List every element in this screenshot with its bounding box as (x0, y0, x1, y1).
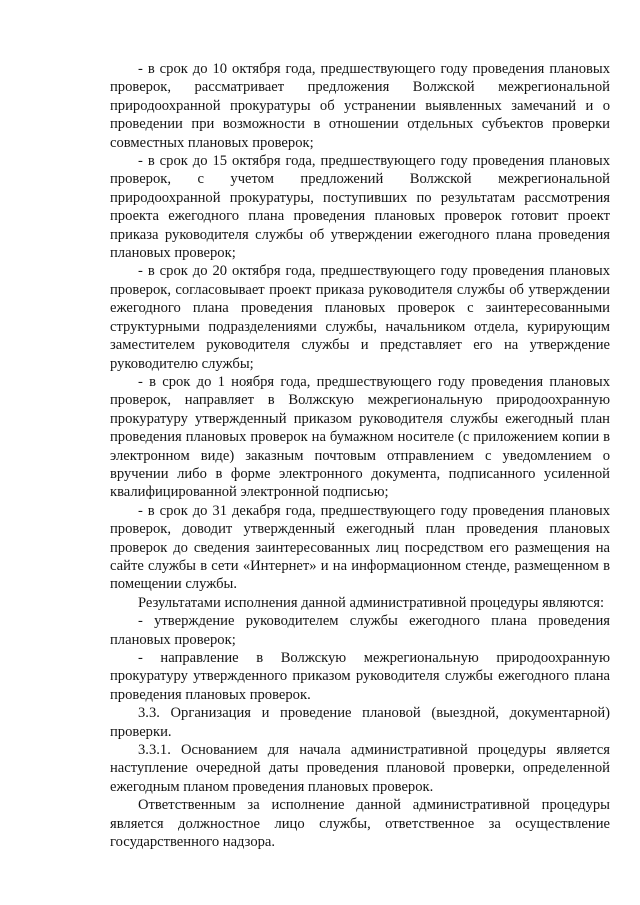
document-body (110, 60, 610, 851)
section-3-3-heading: 3.3. Организация и проведение плановой (выездной, документарной) проверки. (110, 705, 610, 740)
paragraph-deadline-oct-15: - в срок до 15 октября года, предшествующего году проведения плановых проверок, с учетом предложений Волжской межрегиональной природоохранной прокуратуры, поступивших по результатам рассмотрения проекта ежегодного плана проведения плановых проверок готовит проект приказа руководителя службы об утверждении ежегодного плана проведения плановых проверок; (110, 153, 610, 262)
paragraph-deadline-oct-20: - в срок до 20 октября года, предшествующего году проведения плановых проверок, согласовывает проект приказа руководителя службы об утверждении ежегодного плана проведения плановых проверок с заинтересованными структурными подразделениями службы, начальником отдела, курирующим заместителем руководителя службы и представляет его на утверждение руководителю службы; (110, 263, 610, 372)
paragraph-3-3-1: 3.3.1. Основанием для начала административной процедуры является наступление очередной даты проведения плановой проверки, определенной ежегодным планом проведения плановых проверок. (110, 742, 610, 795)
paragraph-deadline-dec-31: - в срок до 31 декабря года, предшествующего году проведения плановых проверок, доводит утвержденный ежегодный план проведения плановых проверок до сведения заинтересованных лиц посредством его размещения на сайте службы в сети «Интернет» и на информационном стенде, размещенном в помещении службы. (110, 502, 610, 593)
paragraph-result-sending: - направление в Волжскую межрегиональную природоохранную прокуратуру утвержденного приказом руководителя службы ежегодного плана проведения плановых проверок. (110, 650, 610, 703)
paragraph-result-approval: - утверждение руководителем службы ежегодного плана проведения плановых проверок; (110, 613, 610, 648)
paragraph-deadline-nov-1: - в срок до 1 ноября года, предшествующего году проведения плановых проверок, направляет в Волжскую межрегиональную природоохранную прокуратуру утвержденный приказом руководителя службы ежегодный план проведения плановых проверок на бумажном носителе (с приложением копии в электронном виде) заказным почтовым отправлением с уведомлением о вручении либо в форме электронного документа, подписанного усиленной квалифицированной электронной подписью; (110, 373, 610, 501)
paragraph-deadline-oct-10: - в срок до 10 октября года, предшествующего году проведения плановых проверок, рассматривает предложения Волжской межрегиональной природоохранной прокуратуры об устранении выявленных замечаний и о проведении при возможности в отношении отдельных субъектов проверки совместных плановых проверок; (110, 61, 610, 151)
paragraph-results-intro: Результатами исполнения данной административной процедуры являются: (138, 594, 605, 611)
paragraph-responsible: Ответственным за исполнение данной административной процедуры является должностное лицо службы, ответственное за осуществление государственного надзора. (110, 797, 610, 851)
